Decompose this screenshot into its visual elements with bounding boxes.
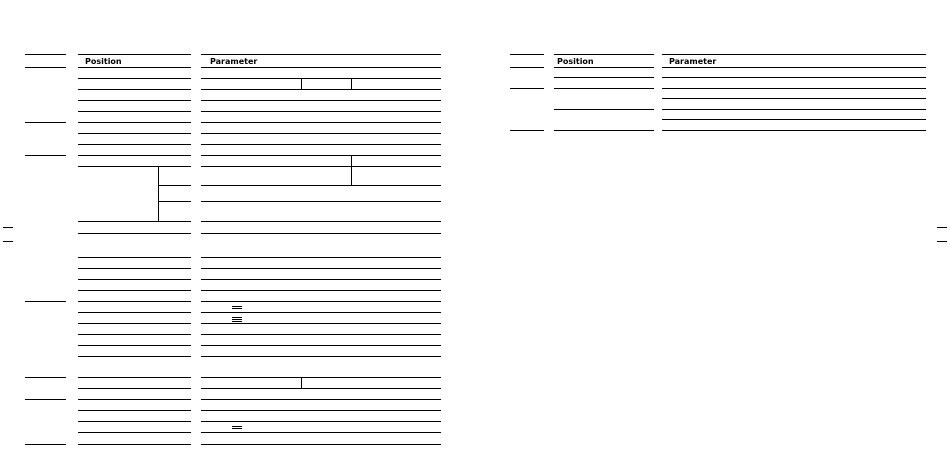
left-position-rule xyxy=(78,133,191,134)
left-position-rule xyxy=(78,100,191,101)
left-subcell-rule xyxy=(158,201,191,202)
left-parameter-rule xyxy=(201,155,441,156)
right-position-rule xyxy=(554,67,654,68)
left-parameter-rule xyxy=(201,432,441,433)
right-group-rule xyxy=(510,67,544,68)
left-parameter-header: Parameter xyxy=(210,57,258,66)
right-position-rule xyxy=(554,77,654,78)
left-parameter-rule xyxy=(201,345,441,346)
left-position-rule xyxy=(78,421,191,422)
left-parameter-rule xyxy=(201,166,441,167)
left-parameter-rule xyxy=(201,268,441,269)
left-position-rule xyxy=(78,54,191,55)
left-position-rule xyxy=(78,155,191,156)
left-position-rule xyxy=(78,257,191,258)
left-position-rule xyxy=(78,432,191,433)
left-position-rule xyxy=(78,67,191,68)
left-position-rule xyxy=(78,144,191,145)
left-parameter-divider xyxy=(351,78,352,89)
left-position-rule xyxy=(78,268,191,269)
left-parameter-rule xyxy=(201,133,441,134)
left-parameter-rule xyxy=(201,388,441,389)
left-position-rule xyxy=(78,78,191,79)
right-parameter-rule xyxy=(662,67,926,68)
right-parameter-rule xyxy=(662,77,926,78)
left-group-rule xyxy=(25,54,66,55)
right-parameter-rule xyxy=(662,98,926,99)
left-parameter-divider xyxy=(301,377,302,388)
left-parameter-rule xyxy=(201,444,441,445)
right-group-rule xyxy=(510,54,544,55)
left-position-rule xyxy=(78,111,191,112)
left-position-rule xyxy=(78,221,191,222)
right-parameter-rule xyxy=(662,54,926,55)
right-parameter-rule xyxy=(662,130,926,131)
left-position-rule xyxy=(78,345,191,346)
left-position-rule xyxy=(78,323,191,324)
left-position-rule xyxy=(78,233,191,234)
left-position-rule xyxy=(78,122,191,123)
left-parameter-rule xyxy=(201,122,441,123)
left-parameter-rule xyxy=(201,290,441,291)
left-parameter-rule xyxy=(201,301,441,302)
left-parameter-rule xyxy=(201,356,441,357)
left-parameter-rule xyxy=(201,399,441,400)
left-parameter-rule xyxy=(201,100,441,101)
left-position-rule xyxy=(78,410,191,411)
right-group-rule xyxy=(510,88,544,89)
left-parameter-rule xyxy=(201,377,441,378)
left-parameter-divider xyxy=(351,155,352,185)
left-parameter-rule xyxy=(201,323,441,324)
left-parameter-rule xyxy=(201,67,441,68)
left-position-rule xyxy=(78,290,191,291)
right-parameter-rule xyxy=(662,119,926,120)
right-parameter-rule xyxy=(662,88,926,89)
left-position-rule xyxy=(78,279,191,280)
left-position-rule xyxy=(78,312,191,313)
right-position-rule xyxy=(554,130,654,131)
left-position-header: Position xyxy=(85,57,122,66)
left-parameter-rule xyxy=(201,78,441,79)
equals-icon xyxy=(232,426,242,431)
left-parameter-rule xyxy=(201,54,441,55)
left-parameter-rule xyxy=(201,144,441,145)
left-group-rule xyxy=(25,399,66,400)
left-group-rule xyxy=(25,122,66,123)
left-group-rule xyxy=(25,155,66,156)
left-position-rule xyxy=(78,399,191,400)
left-parameter-rule xyxy=(201,334,441,335)
left-position-rule xyxy=(78,444,191,445)
left-parameter-rule xyxy=(201,312,441,313)
left-parameter-rule xyxy=(201,185,441,186)
left-subcell-rule xyxy=(158,185,191,186)
left-parameter-divider xyxy=(301,78,302,89)
right-position-rule xyxy=(554,109,654,110)
left-parameter-rule xyxy=(201,421,441,422)
left-position-rule xyxy=(78,388,191,389)
left-parameter-rule xyxy=(201,410,441,411)
left-group-rule xyxy=(25,67,66,68)
left-parameter-rule xyxy=(201,201,441,202)
left-position-rule xyxy=(78,377,191,378)
left-position-rule xyxy=(78,166,191,167)
left-position-rule xyxy=(78,301,191,302)
left-group-rule xyxy=(25,444,66,445)
left-parameter-rule xyxy=(201,111,441,112)
left-position-rule xyxy=(78,89,191,90)
right-position-rule xyxy=(554,54,654,55)
equals-icon xyxy=(232,306,242,311)
right-group-rule xyxy=(510,130,544,131)
right-position-header: Position xyxy=(557,57,594,66)
left-parameter-rule xyxy=(201,221,441,222)
right-parameter-header: Parameter xyxy=(669,57,717,66)
triple-bar-icon xyxy=(232,317,242,322)
left-parameter-rule xyxy=(201,89,441,90)
left-parameter-rule xyxy=(201,257,441,258)
left-group-rule xyxy=(25,377,66,378)
left-parameter-rule xyxy=(201,279,441,280)
left-subcell-divider xyxy=(158,166,159,221)
left-parameter-rule xyxy=(201,233,441,234)
left-group-rule xyxy=(25,301,66,302)
left-position-rule xyxy=(78,356,191,357)
left-position-rule xyxy=(78,334,191,335)
right-parameter-rule xyxy=(662,109,926,110)
right-position-rule xyxy=(554,88,654,89)
